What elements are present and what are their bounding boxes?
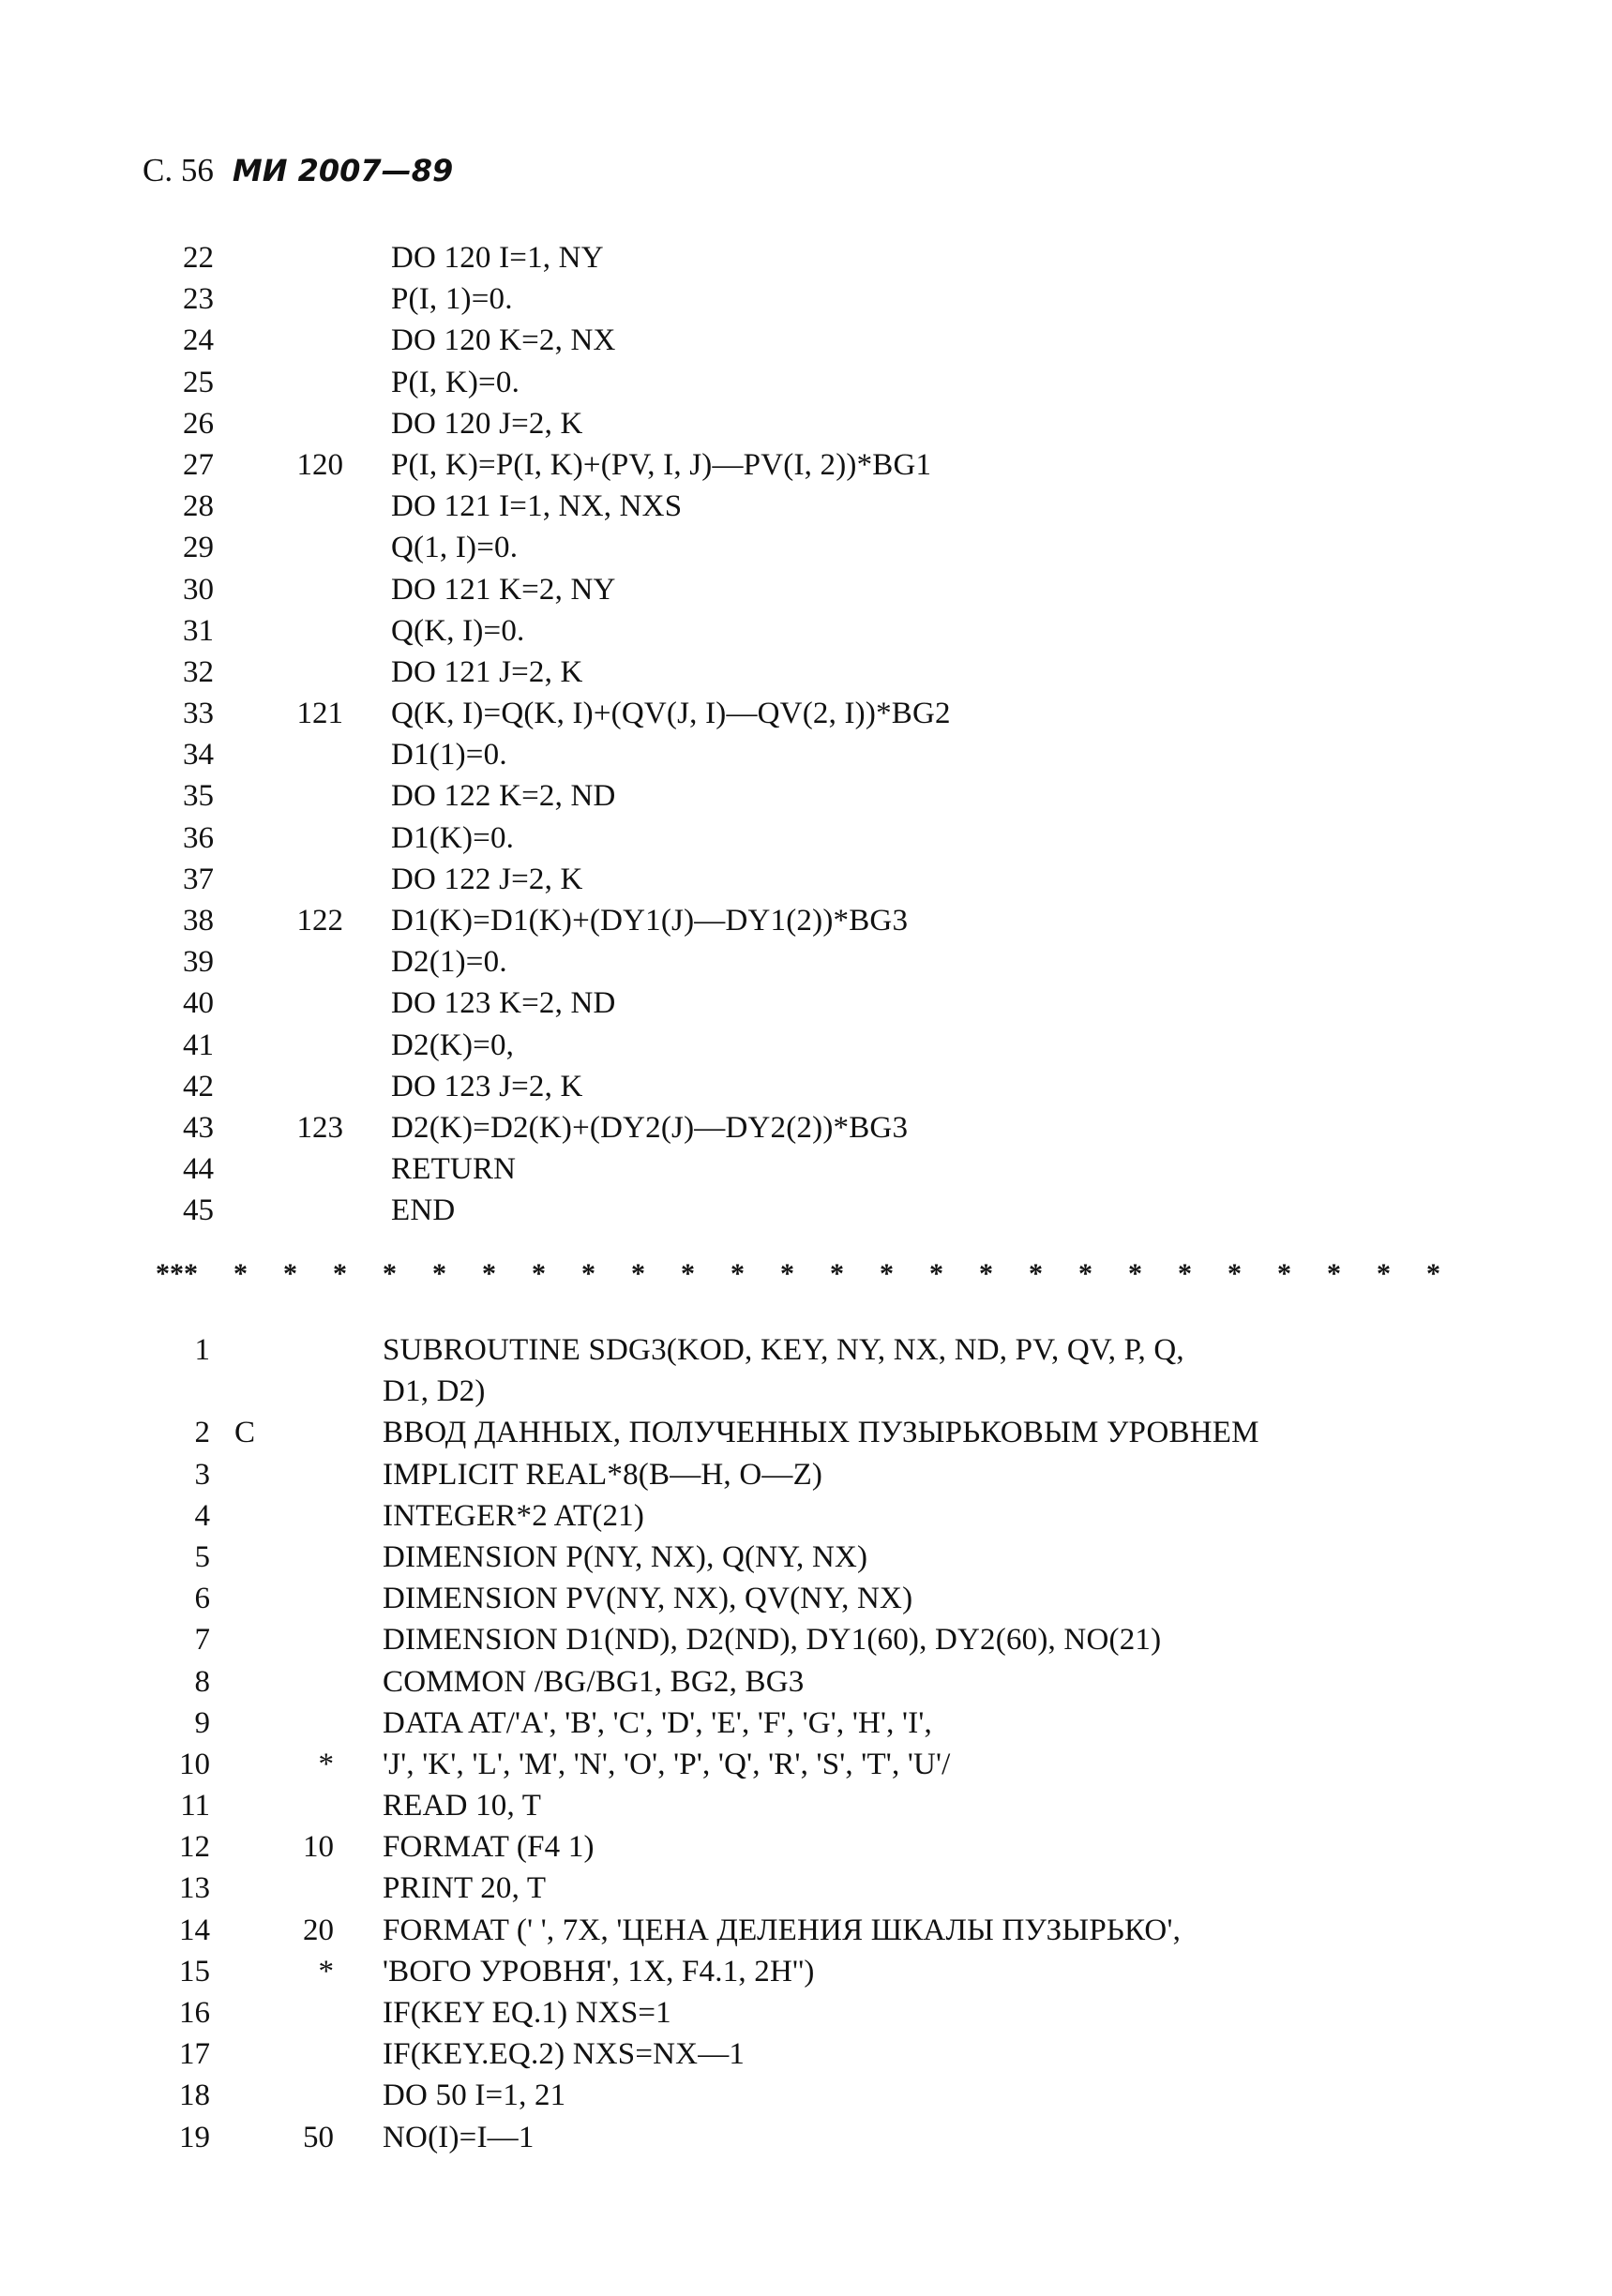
statement-label: 50 [303, 2120, 334, 2154]
code-text: PRINT 20, T [383, 1871, 547, 1906]
separator-star: * [1228, 1258, 1242, 1289]
code-text: IF(KEY EQ.1) NXS=1 [383, 1996, 671, 2030]
code-listing-part-2 [0, 1329, 1612, 2158]
code-text: DO 122 K=2, ND [391, 779, 616, 814]
code-line [0, 900, 1612, 941]
code-text: END [391, 1193, 456, 1228]
code-line [0, 1744, 1612, 1785]
line-number: 3 [194, 1457, 210, 1492]
line-number: 41 [183, 1028, 214, 1062]
code-text: FORMAT (F4 1) [383, 1830, 595, 1865]
code-text: SUBROUTINE SDG3(KOD, KEY, NY, NX, ND, PV, QV, P, Q, [383, 1333, 1184, 1367]
line-number: 43 [183, 1110, 214, 1145]
line-number: 42 [183, 1069, 214, 1103]
separator-star: * [383, 1258, 397, 1289]
statement-label: 10 [303, 1830, 334, 1865]
code-line [0, 2075, 1612, 2116]
code-line [0, 1619, 1612, 1660]
code-text: 'J', 'K', 'L', 'M', 'N', 'O', 'P', 'Q', 'R', 'S', 'T', 'U'/ [383, 1747, 951, 1781]
line-number: 26 [183, 406, 214, 441]
code-text: Q(K, I)=0. [391, 613, 525, 648]
separator-star: * [1178, 1258, 1192, 1289]
separator-star: * [880, 1258, 894, 1289]
line-number: 6 [194, 1582, 210, 1616]
code-line [0, 1025, 1612, 1066]
code-line [0, 1578, 1612, 1619]
page-number: С. 56 [143, 152, 214, 188]
line-number: 45 [183, 1193, 214, 1228]
code-text: DO 120 I=1, NY [391, 241, 604, 275]
statement-label: 120 [296, 447, 343, 482]
separator-star: * [432, 1258, 446, 1289]
code-text: DO 123 K=2, ND [391, 986, 616, 1021]
separator-star: * [532, 1258, 546, 1289]
line-number: 16 [179, 1996, 210, 2030]
code-line [0, 775, 1612, 817]
line-number: 36 [183, 820, 214, 855]
line-number: 8 [194, 1664, 210, 1699]
code-line [0, 486, 1612, 527]
separator-star: * [1128, 1258, 1142, 1289]
separator-star: * [631, 1258, 645, 1289]
line-number: 7 [194, 1623, 210, 1658]
statement-label: 123 [296, 1110, 343, 1145]
code-line [0, 652, 1612, 693]
code-text: FORMAT (' ', 7X, 'ЦЕНА ДЕЛЕНИЯ ШКАЛЫ ПУЗЫРЬКО', [383, 1913, 1182, 1947]
line-number: 27 [183, 447, 214, 482]
code-line [0, 818, 1612, 859]
code-text: DO 123 J=2, K [391, 1069, 583, 1103]
code-line [0, 1785, 1612, 1826]
document-title: МИ 2007—89 [232, 153, 454, 188]
code-line [0, 1371, 1612, 1412]
code-text: DO 120 J=2, K [391, 406, 583, 441]
separator-star: * [1377, 1258, 1391, 1289]
code-text: Q(K, I)=Q(K, I)+(QV(J, I)—QV(2, I))*BG2 [391, 697, 951, 731]
separator-star: * [1327, 1258, 1341, 1289]
line-number: 37 [183, 862, 214, 896]
statement-label: * [318, 1954, 334, 1988]
separator-star: * [731, 1258, 745, 1289]
line-number: 9 [194, 1705, 210, 1740]
code-line [0, 2033, 1612, 2075]
code-text: DO 121 J=2, K [391, 654, 583, 689]
line-number: 44 [183, 1152, 214, 1187]
code-line [0, 362, 1612, 403]
code-text: 'ВОГО УРОВНЯ', 1X, F4.1, 2H'') [383, 1954, 815, 1988]
code-text: RETURN [391, 1152, 517, 1187]
code-text: P(I, 1)=0. [391, 282, 513, 317]
line-number: 31 [183, 613, 214, 648]
code-line [0, 1951, 1612, 1992]
separator-star: * [979, 1258, 993, 1289]
comment-marker: C [234, 1416, 256, 1450]
code-text: ВВОД ДАННЫХ, ПОЛУЧЕННЫХ ПУЗЫРЬКОВЫМ УРОВНЕМ [383, 1416, 1259, 1450]
line-number: 4 [194, 1498, 210, 1533]
code-line [0, 1495, 1612, 1537]
code-text: DO 121 K=2, NY [391, 572, 616, 607]
line-number: 33 [183, 697, 214, 731]
code-text: COMMON /BG/BG1, BG2, BG3 [383, 1664, 805, 1699]
code-text: DO 121 I=1, NX, NXS [391, 489, 683, 524]
line-number: 30 [183, 572, 214, 607]
page-header [143, 152, 453, 189]
line-number: 1 [194, 1333, 210, 1367]
code-line [0, 2117, 1612, 2158]
line-number: 28 [183, 489, 214, 524]
code-text: D1(K)=D1(K)+(DY1(J)—DY1(2))*BG3 [391, 904, 909, 938]
code-line [0, 941, 1612, 983]
line-number: 12 [179, 1830, 210, 1865]
code-line [0, 320, 1612, 361]
statement-label: * [318, 1747, 334, 1781]
code-text: D1, D2) [383, 1374, 486, 1409]
code-line [0, 278, 1612, 320]
code-text: D1(K)=0. [391, 820, 515, 855]
separator-star: * [234, 1258, 248, 1289]
line-number: 29 [183, 531, 214, 565]
code-text: Q(1, I)=0. [391, 531, 519, 565]
code-text: DIMENSION P(NY, NX), Q(NY, NX) [383, 1539, 868, 1574]
separator-star: * [1277, 1258, 1291, 1289]
code-text: D2(1)=0. [391, 945, 507, 980]
line-number: 25 [183, 365, 214, 399]
line-number: 22 [183, 241, 214, 275]
line-number: 38 [183, 904, 214, 938]
separator-star: *** [156, 1258, 198, 1289]
statement-label: 20 [303, 1913, 334, 1947]
code-text: D2(K)=0, [391, 1028, 515, 1062]
line-number: 17 [179, 2037, 210, 2072]
code-line [0, 1190, 1612, 1231]
separator-star: * [830, 1258, 844, 1289]
line-number: 35 [183, 779, 214, 814]
line-number: 13 [179, 1871, 210, 1906]
code-line [0, 1412, 1612, 1453]
line-number: 24 [183, 323, 214, 358]
code-text: NO(I)=I—1 [383, 2120, 535, 2154]
separator-star: * [482, 1258, 496, 1289]
code-line [0, 1329, 1612, 1371]
code-line [0, 734, 1612, 775]
separator-star: * [1078, 1258, 1092, 1289]
code-line [0, 1454, 1612, 1495]
code-line [0, 1066, 1612, 1107]
line-number: 19 [179, 2120, 210, 2154]
code-text: DATA AT/'A', 'B', 'C', 'D', 'E', 'F', 'G', 'H', 'I', [383, 1705, 932, 1740]
code-line [0, 693, 1612, 734]
code-line [0, 569, 1612, 610]
code-line [0, 527, 1612, 568]
code-line [0, 1910, 1612, 1951]
line-number: 18 [179, 2078, 210, 2113]
code-line [0, 610, 1612, 652]
code-line [0, 1703, 1612, 1744]
code-line [0, 1661, 1612, 1703]
code-text: D1(1)=0. [391, 738, 507, 773]
separator-star: * [681, 1258, 695, 1289]
line-number: 34 [183, 738, 214, 773]
code-text: DO 120 K=2, NX [391, 323, 616, 358]
line-number: 15 [179, 1954, 210, 1988]
code-line [0, 1868, 1612, 1909]
separator-star: * [929, 1258, 943, 1289]
line-number: 23 [183, 282, 214, 317]
code-line [0, 859, 1612, 900]
line-number: 5 [194, 1539, 210, 1574]
code-line [0, 1148, 1612, 1190]
separator-star: * [333, 1258, 347, 1289]
code-line [0, 983, 1612, 1024]
line-number: 40 [183, 986, 214, 1021]
code-text: READ 10, T [383, 1789, 542, 1823]
separator-star: * [780, 1258, 794, 1289]
code-line [0, 1826, 1612, 1868]
code-text: DO 50 I=1, 21 [383, 2078, 566, 2113]
code-text: INTEGER*2 AT(21) [383, 1498, 645, 1533]
code-text: IMPLICIT REAL*8(B—H, O—Z) [383, 1457, 823, 1492]
code-line [0, 444, 1612, 486]
code-line [0, 1537, 1612, 1578]
separator-star: * [283, 1258, 297, 1289]
code-line [0, 237, 1612, 278]
code-line [0, 1992, 1612, 2033]
line-number: 32 [183, 654, 214, 689]
line-number: 10 [179, 1747, 210, 1781]
statement-label: 121 [296, 697, 343, 731]
line-number: 2 [194, 1416, 210, 1450]
separator-star: * [581, 1258, 595, 1289]
separator-stars [156, 1258, 1440, 1290]
line-number: 39 [183, 945, 214, 980]
separator-star: * [1029, 1258, 1043, 1289]
code-text: P(I, K)=0. [391, 365, 520, 399]
code-text: IF(KEY.EQ.2) NXS=NX—1 [383, 2037, 746, 2072]
code-text: DIMENSION D1(ND), D2(ND), DY1(60), DY2(60), NO(21) [383, 1623, 1162, 1658]
code-text: DIMENSION PV(NY, NX), QV(NY, NX) [383, 1582, 913, 1616]
separator-star: * [1426, 1258, 1440, 1289]
code-text: DO 122 J=2, K [391, 862, 583, 896]
code-line [0, 403, 1612, 444]
code-line [0, 1107, 1612, 1148]
line-number: 11 [180, 1789, 210, 1823]
code-text: D2(K)=D2(K)+(DY2(J)—DY2(2))*BG3 [391, 1110, 909, 1145]
code-listing-part-1 [0, 237, 1612, 1232]
code-text: P(I, K)=P(I, K)+(PV, I, J)—PV(I, 2))*BG1 [391, 447, 932, 482]
line-number: 14 [179, 1913, 210, 1947]
statement-label: 122 [296, 904, 343, 938]
